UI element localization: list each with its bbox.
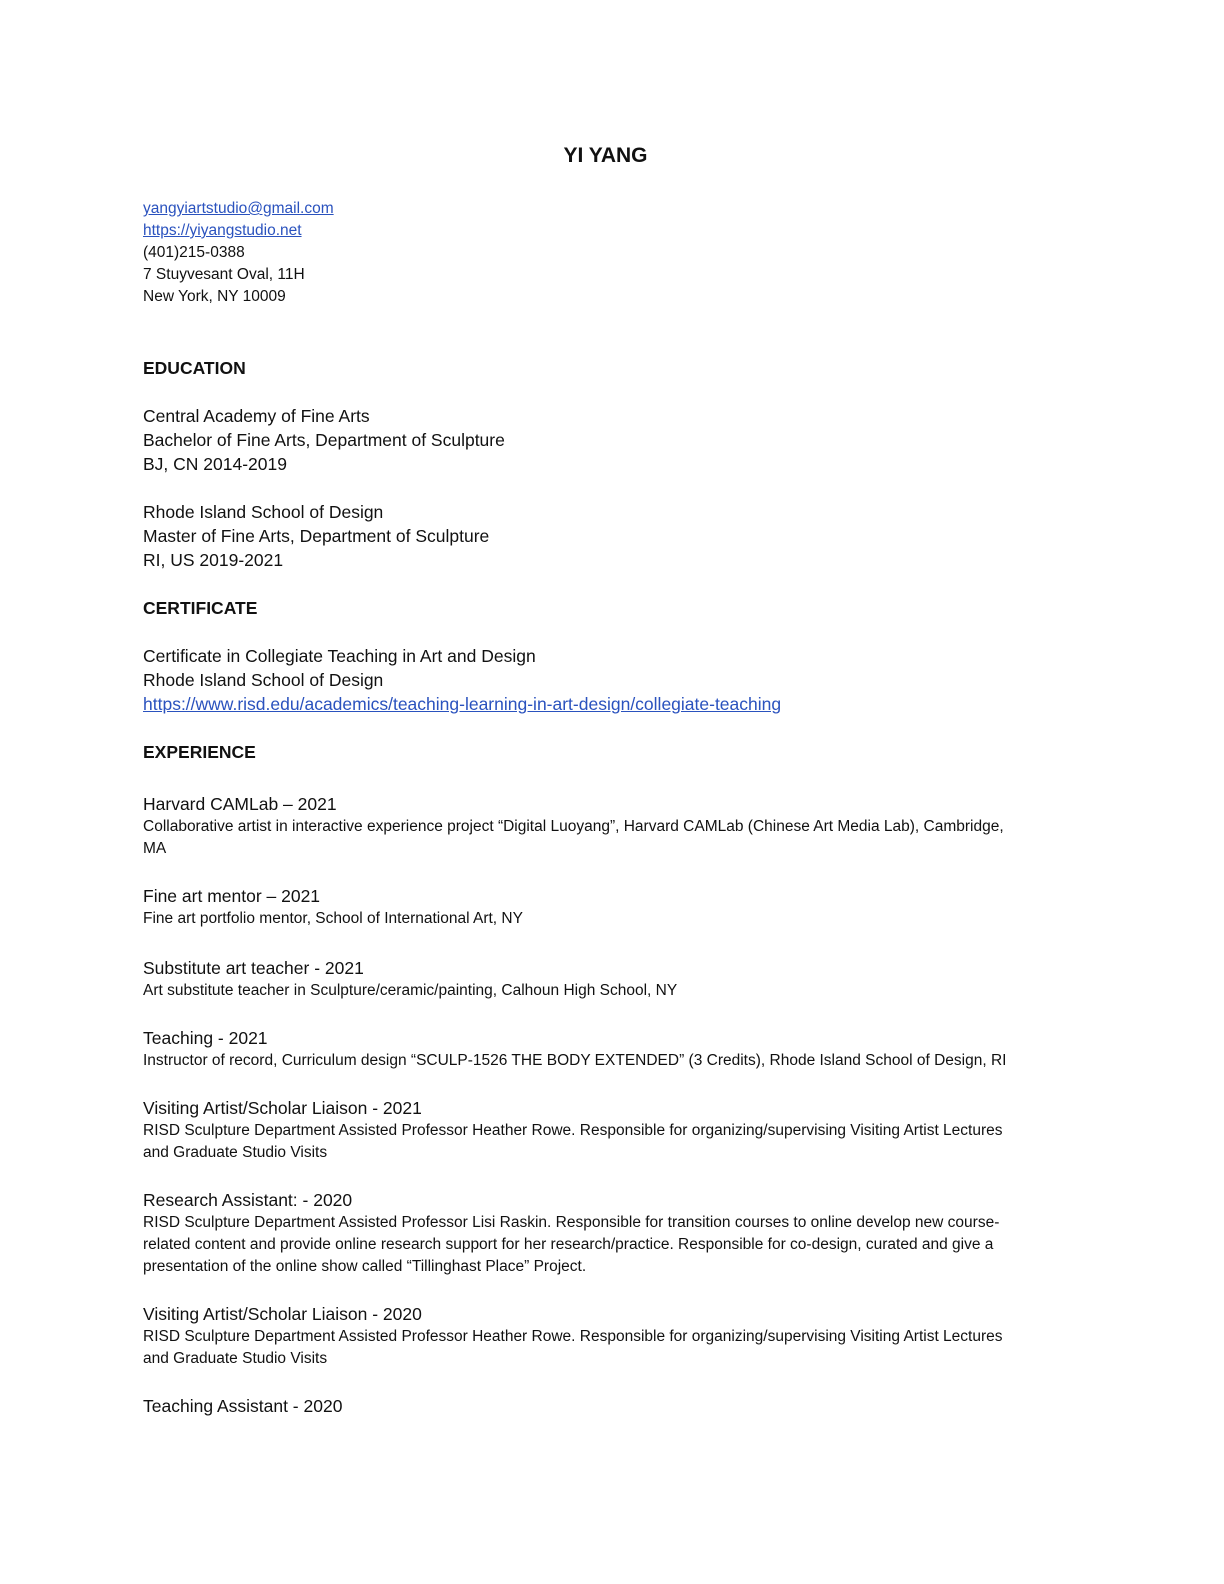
certificate-title: Certificate in Collegiate Teaching in Art and Design <box>143 646 536 666</box>
experience-description: related content and provide online research support for her research/practice. Responsible for co-design, curated and give a <box>143 1236 994 1253</box>
experience-title: Harvard CAMLab – 2021 <box>143 794 337 814</box>
resume-name: YI YANG <box>563 144 648 167</box>
experience-title: Visiting Artist/Scholar Liaison - 2021 <box>143 1098 422 1118</box>
education-school: Rhode Island School of Design <box>143 502 384 522</box>
experience-description: RISD Sculpture Department Assisted Professor Heather Rowe. Responsible for organizing/supervising Visiting Artist Lectures <box>143 1328 1003 1345</box>
experience-description: RISD Sculpture Department Assisted Professor Lisi Raskin. Responsible for transition courses to online develop new course- <box>143 1214 1000 1231</box>
phone-number: (401)215-0388 <box>143 244 245 261</box>
education-location: RI, US 2019-2021 <box>143 550 284 570</box>
address-line-1: 7 Stuyvesant Oval, 11H <box>143 266 305 283</box>
experience-description: MA <box>143 840 167 857</box>
experience-title: Substitute art teacher - 2021 <box>143 958 364 978</box>
experience-entry <box>143 1302 1083 1370</box>
education-entry <box>143 500 1083 572</box>
experience-entry <box>143 1026 1083 1072</box>
experience-title: Research Assistant: - 2020 <box>143 1190 353 1210</box>
experience-description: Collaborative artist in interactive experience project “Digital Luoyang”, Harvard CAMLab (Chinese Art Media Lab), Cambridge, <box>143 818 1004 835</box>
experience-title: Visiting Artist/Scholar Liaison - 2020 <box>143 1304 422 1324</box>
education-degree: Bachelor of Fine Arts, Department of Sculpture <box>143 430 505 450</box>
certificate-link[interactable]: https://www.risd.edu/academics/teaching-learning-in-art-design/collegiate-teaching <box>143 694 782 714</box>
education-location: BJ, CN 2014-2019 <box>143 454 287 474</box>
email-link[interactable]: yangyiartstudio@gmail.com <box>143 200 334 217</box>
experience-title: Teaching Assistant - 2020 <box>143 1396 343 1416</box>
experience-title: Fine art mentor – 2021 <box>143 886 321 906</box>
experience-description: Fine art portfolio mentor, School of International Art, NY <box>143 910 523 927</box>
certificate-institution: Rhode Island School of Design <box>143 670 384 690</box>
education-heading: EDUCATION <box>143 358 246 378</box>
education-entry <box>143 404 1083 476</box>
website-link[interactable]: https://yiyangstudio.net <box>143 222 302 239</box>
experience-description: presentation of the online show called “Tillinghast Place” Project. <box>143 1258 587 1275</box>
experience-entry <box>143 884 1083 930</box>
education-school: Central Academy of Fine Arts <box>143 406 370 426</box>
certificate-entry <box>143 644 1083 716</box>
contact-block <box>143 198 1083 308</box>
experience-description: and Graduate Studio Visits <box>143 1350 328 1367</box>
experience-description: RISD Sculpture Department Assisted Professor Heather Rowe. Responsible for organizing/supervising Visiting Artist Lectures <box>143 1122 1003 1139</box>
experience-title: Teaching - 2021 <box>143 1028 268 1048</box>
experience-description: Instructor of record, Curriculum design “SCULP-1526 THE BODY EXTENDED” (3 Credits), Rhode Island School of Design, RI <box>143 1052 1007 1069</box>
education-degree: Master of Fine Arts, Department of Sculpture <box>143 526 490 546</box>
experience-entry <box>143 792 1083 860</box>
experience-heading: EXPERIENCE <box>143 742 256 762</box>
resume-page <box>143 144 1083 1418</box>
experience-entry <box>143 956 1083 1002</box>
experience-description: and Graduate Studio Visits <box>143 1144 328 1161</box>
address-line-2: New York, NY 10009 <box>143 288 286 305</box>
experience-entry <box>143 1394 1083 1418</box>
certificate-heading: CERTIFICATE <box>143 598 258 618</box>
experience-entry <box>143 1096 1083 1164</box>
experience-entry <box>143 1188 1083 1278</box>
experience-description: Art substitute teacher in Sculpture/ceramic/painting, Calhoun High School, NY <box>143 982 678 999</box>
